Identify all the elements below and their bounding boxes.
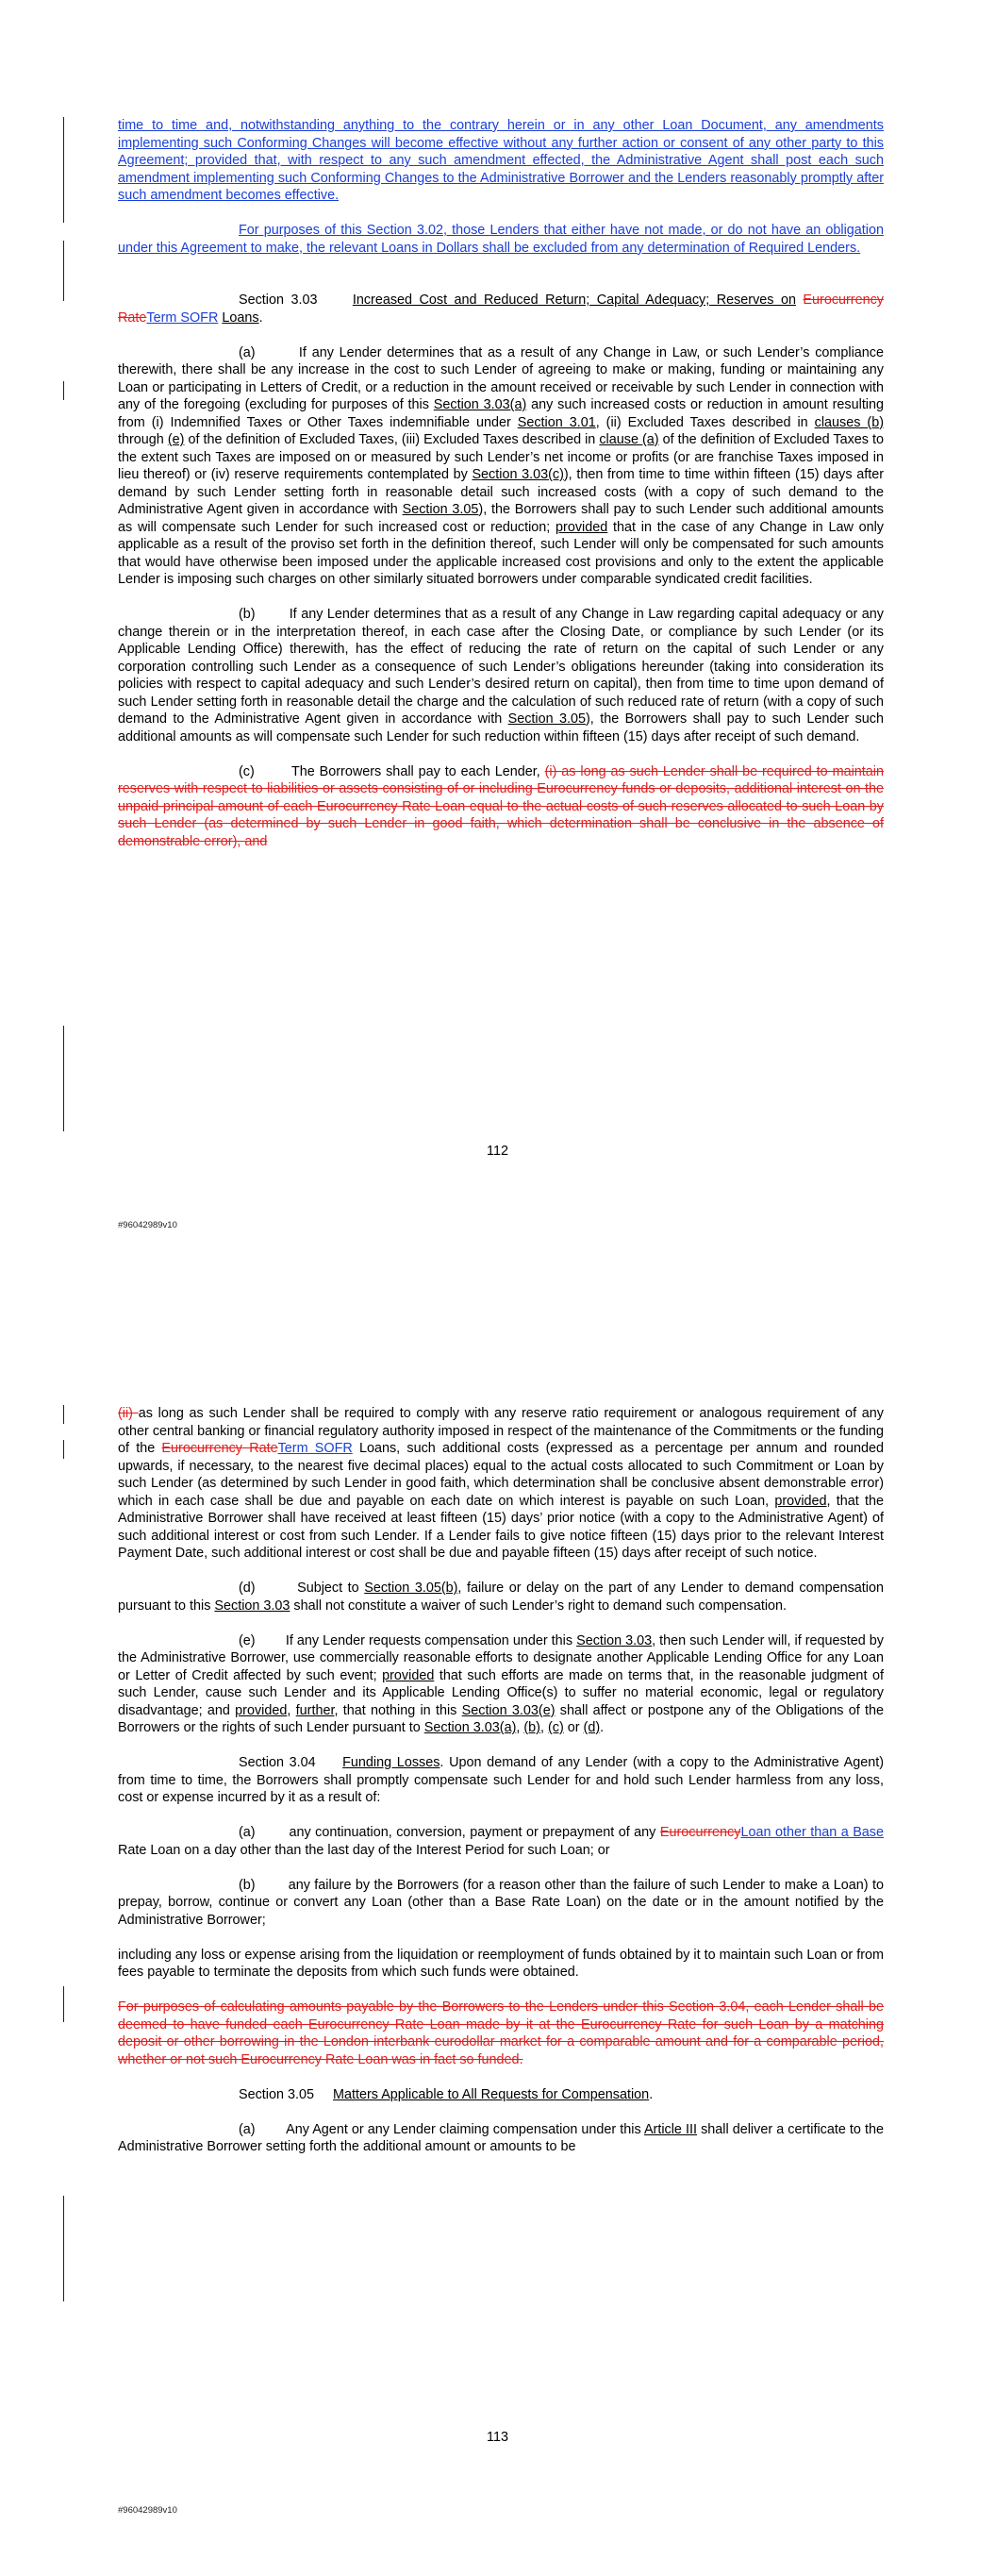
section-3-04 (118, 1754, 884, 1807)
text-run: (d) (583, 1720, 601, 1735)
page1-body (118, 117, 884, 868)
text-run: Section 3.03 (239, 293, 318, 308)
text-run: , that the Administrative Borrower shall have received at least fifteen (15) days’ prior notice (with a copy to the Administrative Agent) of such additional interest or cost from such Lender. If a Lender fails to give notice fifteen (15) days prior to the relevant Interest Payment Date, such additional interest or cost shall be due and payable fifteen (15) days after receipt of such notice. (118, 1493, 884, 1561)
text-run: Article III (643, 2121, 697, 2137)
text-run: provided (774, 1493, 827, 1509)
section-3-03-a (118, 344, 884, 589)
text-run: Section 3.03(a) (423, 1720, 517, 1735)
text-run: any failure by the Borrowers (for a reason other than the failure of such Lender to make a Loan) to prepay, borrow, continue or convert any Loan (other than a Base Rate Loan) on the date or in the amount notified by the Administrative Borrower; (118, 1877, 884, 1928)
text-run: ), the Borrowers shall pay to such Lender such additional amounts as will compensate such Lender for such reduction within fifteen (15) days after receipt of such demand. (118, 711, 884, 744)
text-run: (b) (239, 1877, 256, 1893)
text-run: Matters Applicable to All Requests for Compensation (333, 2086, 650, 2102)
text-run: Subject to (297, 1581, 365, 1596)
text-run: any continuation, conversion, payment or prepayment of any (289, 1825, 660, 1840)
conforming-changes-paragraph (118, 117, 884, 205)
text-run: Increased Cost and Reduced Return; Capital Adequacy; Reserves on (352, 293, 796, 308)
text-run: Term SOFR (277, 1441, 353, 1456)
text-run: ), then from time to time within fifteen (15) days after demand by such Lender setting forth in reasonable detail such increased costs (with a copy of such demand to the Administrative Agent given in accordance with (118, 467, 885, 517)
text-run: as long as such Lender shall be required to comply with any reserve ratio requirement or analogous requirement of any other central banking or financial regulatory authority imposed in respect of the maintenance of the Commitments or the funding of the (118, 1406, 884, 1456)
text-run: . Upon demand of any Lender (with a copy to the Administrative Agent) from time to time, the Borrowers shall promptly compensate such Lender for and hold such Lender harmless from any loss, cost or expense incurred by it as a result of: (118, 1755, 884, 1805)
text-run: shall affect or postpone any of the Obligations of the Borrowers or the rights of such Lender pursuant to (118, 1702, 884, 1735)
change-bar (63, 1405, 64, 1424)
text-run: clauses (b) (814, 414, 884, 430)
text-run: Section 3.04 (239, 1755, 316, 1770)
text-run: , (287, 1702, 296, 1718)
text-run: Section 3.03(c) (472, 467, 564, 482)
text-run: , (516, 1720, 524, 1735)
text-run: (e) (167, 432, 185, 447)
text-run: (b) (239, 607, 256, 622)
text-run: that such efforts are made on terms that, in the reasonable judgment of such Lender, cause such Lender and its Applicable Lending Office(s) to suffer no material economic, legal or regulatory disadvantage; and (118, 1667, 884, 1718)
text-run: clause (a) (599, 432, 659, 447)
section-3-04-tail (118, 1947, 884, 1982)
text-run: (a) (239, 344, 256, 360)
text-run: (e) (239, 1632, 256, 1648)
text-run: If any Lender determines that as a result of any Change in Law regarding capital adequacy or any change therein or in the interpretation thereof, in each case after the Closing Date, or compliance by such Lender (or its Applicable Lending Office) therewith, has the effect of reducing the rate of return on the capital of such Lender or any corporation controlling such Lender as a consequence of such Lender’s obligations hereunder (taking into consideration its policies with respect to capital adequacy and such Lender’s desired return on capital), then from time to time upon demand of such Lender setting forth in reasonable detail the charge and the calculation of such reduced rate of return (with a copy of such demand to the Administrative Agent given in accordance with (118, 607, 884, 727)
change-bar (63, 241, 64, 301)
text-run: Section 3.01 (517, 414, 596, 430)
text-run: provided (556, 519, 608, 535)
text-run: (c) (239, 763, 255, 779)
text-run: provided (382, 1667, 435, 1683)
text-run: of the definition of Excluded Taxes to the extent such Taxes are imposed on or measured by such Lender’s net income or profits (or are franchise Taxes imposed in lieu thereof) or (iv) reserve requirements contemplated by (118, 432, 885, 482)
text-run: Section 3.05 (402, 502, 479, 517)
section-3-03-c (118, 763, 884, 851)
text-run: Section 3.03(a) (433, 397, 527, 412)
section-3-04-deleted (118, 1999, 884, 2068)
text-run: Section 3.03 (214, 1597, 290, 1614)
text-run: The Borrowers shall pay to each Lender, (290, 763, 545, 779)
text-run: shall deliver a certificate to the Administrative Borrower setting forth the additional amount or amounts to be (118, 2121, 884, 2154)
section-3-04-a (118, 1824, 884, 1859)
text-run: Rate Loan on a day other than the last day of the Interest Period for such Loan; or (118, 1842, 610, 1858)
text-run: (a) (239, 1825, 256, 1840)
change-bar (63, 1986, 64, 2022)
text-run: Section 3.05 (239, 2086, 315, 2102)
text-run: If any Lender requests compensation under this (285, 1632, 577, 1648)
document-id: #96042989v10 (118, 2505, 177, 2516)
change-bar (63, 1440, 64, 1459)
text-run: Eurocurrency Rate (161, 1441, 278, 1456)
section-3-03-d (118, 1580, 884, 1614)
text-run: , failure or delay on the part of any Lender to demand compensation pursuant to this (118, 1581, 885, 1614)
text-run: that in the case of any Change in Law only applicable as a result of the proviso set forth in the definition thereof, such Lender will only be compensated for such amounts that would have otherwise been imposed under the applicable increased cost provisions and only to the extent the applicable Lender is imposing such charges on other similarly situated borrowers under comparable syndicated credit facilities. (118, 519, 884, 587)
text-run: of the definition of Excluded Taxes, (iii) Excluded Taxes described in (184, 432, 600, 447)
text-run: Section 3.05 (507, 711, 587, 727)
text-run: Funding Losses (342, 1755, 440, 1770)
section-3-03-heading: Section 3.03 Increased Cost and Reduced Return; Capital Adequacy; Reserves on Eurocurrency RateTerm SOFR Loans. (118, 293, 884, 326)
change-bar (63, 1026, 64, 1131)
text-run: any such increased costs or reduction in amount resulting from (i) Indemnified Taxes or Other Taxes indemnifiable under (118, 397, 885, 430)
text-run: (ii) (118, 1406, 139, 1421)
text-run: (a) (239, 2121, 256, 2137)
text-run: (i) as long as such Lender shall be required to maintain reserves with respect to liabilities or assets consisting of or including Eurocurrency funds or deposits, additional interest on the unpaid principal amount of each Eurocurrency Rate Loan equal to the actual costs of such reserves allocated to such Loan by such Lender (as determined by such Lender in good faith, which determination shall be conclusive in the absence of demonstrable error), and (118, 763, 884, 849)
text-run: Eurocurrency Rate (118, 293, 884, 326)
document-id: #96042989v10 (118, 1220, 177, 1230)
text-run: Section 3.03(e) (461, 1702, 556, 1718)
text-run: including any loss or expense arising from the liquidation or reemployment of funds obtained by it to maintain such Loan or from fees payable to terminate the deposits from which such funds were obtained. (118, 1947, 884, 1980)
text-run: For purposes of calculating amounts payable by the Borrowers to the Lenders under this Section 3.04, each Lender shall be deemed to have funded each Eurocurrency Rate Loan made by it at the Eurocurrency Rate for such Loan by a matching deposit or other borrowing in the London interbank eurodollar market for a comparable amount and for a comparable period, whether or not such Eurocurrency Rate Loan was in fact so funded. (118, 1999, 884, 2067)
page-113 (0, 1288, 995, 2576)
text-run: , (ii) Excluded Taxes described in (595, 414, 815, 430)
text-run: , that nothing in this (334, 1702, 462, 1718)
text-run: . (600, 1720, 605, 1735)
section-3-03-e (118, 1632, 884, 1737)
required-lenders-paragraph (118, 222, 884, 257)
text-run: further (295, 1702, 335, 1718)
section-3-03-b (118, 606, 884, 745)
text-run: , (539, 1720, 548, 1735)
text-run: Section 3.03 (576, 1632, 653, 1648)
section-3-04-b (118, 1877, 884, 1930)
text-run: (b) (523, 1720, 540, 1735)
change-bar (63, 117, 64, 223)
text-run: ), the Borrowers shall pay to such Lender such additional amounts as will compensate such Lender for such increased cost or reduction; (118, 502, 884, 535)
text-run: provided (235, 1702, 288, 1718)
text-run: or (563, 1720, 584, 1735)
text-run: Term SOFR (146, 309, 219, 326)
text-run: through (118, 432, 168, 447)
text-run: For purposes of this Section 3.02, those Lenders that either have not made, or do not have an obligation under this Agreement to make, the relevant Loans in Dollars shall be excluded from any determination of Required Lenders. (118, 223, 884, 256)
section-3-05-heading (118, 2086, 884, 2104)
text-run: Section 3.05(b) (364, 1581, 458, 1596)
text-run: Loan other than a Base (740, 1825, 884, 1840)
section-3-05-a (118, 2121, 884, 2156)
text-run: Any Agent or any Lender claiming compensation under this (286, 2121, 644, 2137)
change-bar (63, 2196, 64, 2301)
text-run: If any Lender determines that as a result of any Change in Law, or such Lender’s compliance therewith, there shall be any increase in the cost to such Lender of agreeing to make or making, funding or maintaining any Loan or participating in Letters of Credit, or a reduction in the amount received or receivable by such Lender in connection with any of the foregoing (excluding for purposes of this (118, 344, 884, 412)
section-3-03-c-cont (118, 1405, 884, 1563)
text-run: (d) (239, 1581, 256, 1596)
page2-body (118, 1405, 884, 2173)
text-run: Eurocurrency (659, 1825, 741, 1840)
change-bar (63, 381, 64, 400)
text-run: . (649, 2086, 654, 2102)
page-number: 113 (487, 2430, 508, 2445)
text-run: , then such Lender will, if requested by the Administrative Borrower, use commercially reasonable efforts to designate another Applicable Lending Office for any Loan or Letter of Credit affected by such event; (118, 1632, 884, 1683)
text-run: shall not constitute a waiver of such Lender’s right to demand such compensation. (290, 1597, 788, 1614)
text-run: Loans, such additional costs (expressed as a percentage per annum and rounded upwards, if necessary, to the nearest five decimal places) equal to the actual costs allocated to such Commitment or Loan by such Lender (as determined by such Lender in good faith, which determination shall be conclusive absent demonstrable error) which in each case shall be due and payable on each date on which interest is payable on such Loan, (118, 1441, 884, 1509)
text-run: (c) (547, 1720, 564, 1735)
text-run: time to time and, notwithstanding anything to the contrary herein or in any other Loan Document, any amendments implementing such Conforming Changes will become effective without any further action or consent of any other party to this Agreement; provided that, with respect to any such amendment effected, the Administrative Agent shall post each such amendment implementing such Conforming Changes to the Administrative Borrower and the Lenders reasonably promptly after such amendment becomes effective. (118, 118, 884, 203)
text-run: Loans (222, 309, 259, 326)
page-number: 112 (487, 1144, 508, 1159)
